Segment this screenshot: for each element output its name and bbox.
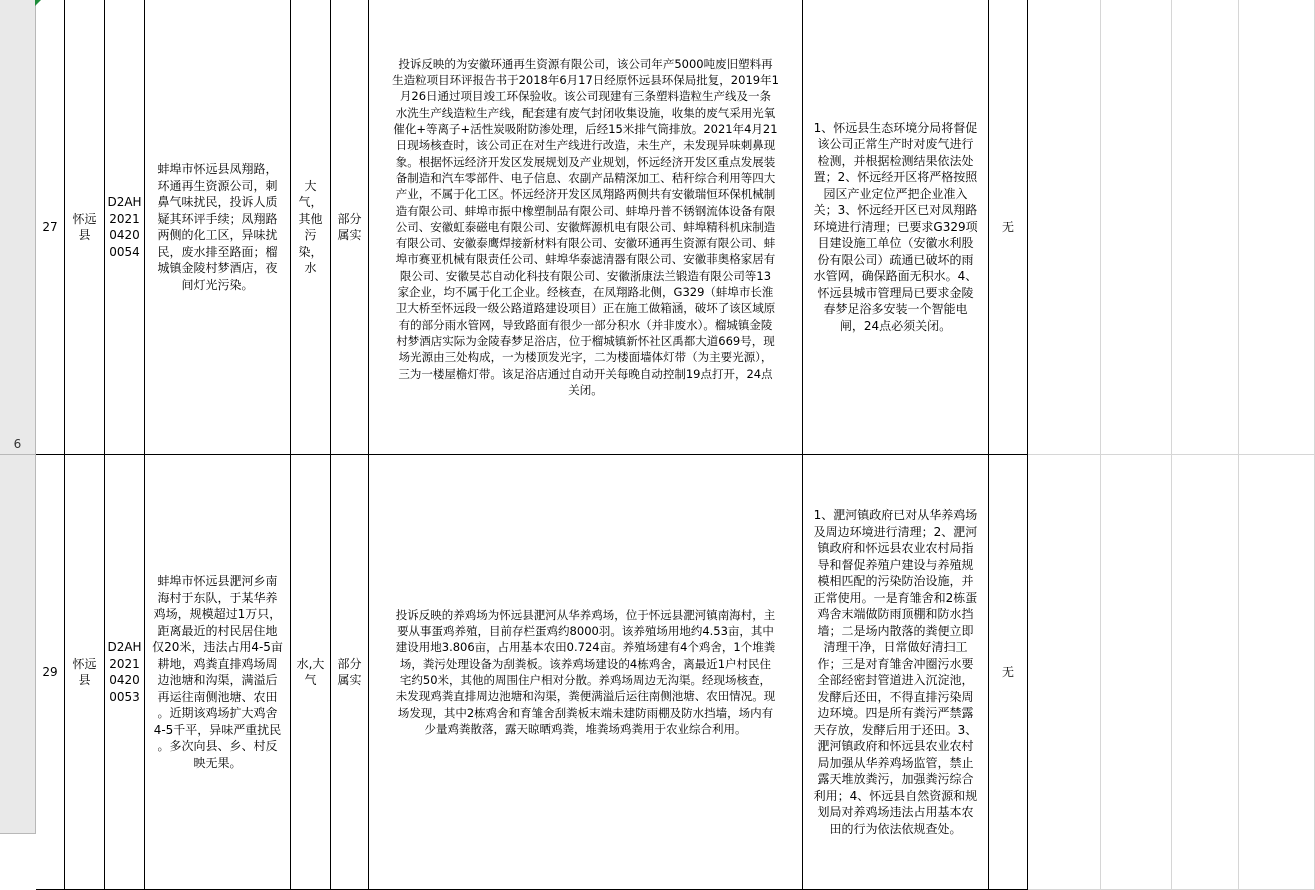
measures-cell[interactable]: 1、淝河镇政府已对从华养鸡场 及周边环境进行清理；2、淝河 镇政府和怀远县农业农村局指 导和督促养殖户建设与养殖规 模相匹配的污染防治设施，并 正常使用。一是育雏舍和2栋蛋 鸡舍末端做防雨顶棚和防水挡 墙；二是场内散落的粪便立即 清理干净，日常做好清扫工 作；三是对育雏舍冲圈污水要 全部经密封管道进入沉淀池， 发酵后还田，不得直排污染周 边环境。四是所有粪污严禁露 天存放，发酵后用于还田。3、 淝河镇政府和怀远县农业农村 局加强从华养鸡场监管，禁止 露天堆放粪污，加强粪污综合 利用；4、怀远县自然资源和规 划局对养鸡场违法占用基本农 田的行为依法依规查处。 bbox=[803, 455, 989, 890]
verdict-cell[interactable]: 部分 属实 bbox=[331, 455, 369, 890]
complaint-cell[interactable]: 蚌埠市怀远县淝河乡南 海村于东队，于某华养 鸡场，规模超过1万只， 距离最近的村民居住地 仅20米，违法占用4-5亩 耕地，鸡粪直排鸡场周 边池塘和沟渠，满溢后 再运往南侧池塘、农田 。近期该鸡场扩大鸡舍 4-5千平，异味严重扰民 。多次向县、乡、村反 映无果。 bbox=[145, 455, 291, 890]
seq-cell[interactable]: 27 bbox=[36, 0, 65, 455]
empty-cell[interactable] bbox=[1028, 0, 1101, 455]
accountability-cell[interactable]: 无 bbox=[989, 455, 1028, 890]
empty-cell[interactable] bbox=[1172, 455, 1239, 890]
pollution-type-cell[interactable]: 水,大 气 bbox=[291, 455, 331, 890]
accountability-cell[interactable]: 无 bbox=[989, 0, 1028, 455]
seq-cell[interactable]: 29 bbox=[36, 455, 65, 890]
row-header-6[interactable]: 6 bbox=[0, 0, 36, 455]
empty-cell[interactable] bbox=[1239, 0, 1315, 455]
pollution-type-cell[interactable]: 大气， 其他 污染， 水 bbox=[291, 0, 331, 455]
empty-cell[interactable] bbox=[1101, 455, 1172, 890]
county-cell[interactable]: 怀远 县 bbox=[65, 455, 105, 890]
empty-cell[interactable] bbox=[1239, 455, 1315, 890]
row-header[interactable] bbox=[0, 455, 36, 834]
measures-cell[interactable]: 1、怀远县生态环境分局将督促 该公司正常生产时对废气进行 检测，并根据检测结果依法处 置；2、怀远经开区将严格按照 园区产业定位严把企业准入 关；3、怀远经开区已对凤翔路 环境进行清理；已要求G329项 目建设施工单位（安徽水利股 份有限公司）疏通已破坏的雨 水管网，确保路面无积水。4、 怀远县城市管理局已要求金陵 春梦足浴多安装一个智能电 闸，24点必须关闭。 bbox=[803, 0, 989, 455]
empty-cell[interactable] bbox=[1172, 0, 1239, 455]
complaint-cell[interactable]: 蚌埠市怀远县凤翔路， 环通再生资源公司，刺 鼻气味扰民，投诉人质 疑其环评手续；凤翔路 两侧的化工区，异味扰 民，废水排至路面；榴 城镇金陵村梦酒店，夜 间灯光污染。 bbox=[145, 0, 291, 455]
case-id-cell[interactable]: D2AH 2021 0420 0053 bbox=[105, 455, 145, 890]
empty-cell[interactable] bbox=[1101, 0, 1172, 455]
county-cell[interactable]: 怀远 县 bbox=[65, 0, 105, 455]
verdict-cell[interactable]: 部分 属实 bbox=[331, 0, 369, 455]
investigation-cell[interactable]: 投诉反映的为安徽环通再生资源有限公司，该公司年产5000吨废旧塑料再 生造粒项目环评报告书于2018年6月17日经原怀远县环保局批复，2019年1 月26日通过项目竣工环保验收。该公司现建有三条塑料造粒生产线及一条 水洗生产线造粒生产线，配套建有废气封闭收集设施，收集的废气采用光氧 催化+等离子+活性炭吸附防渗处理，后经15米排气筒排放。2021年4月21 日现场核查时，该公司正在对生产线进行改造，未生产，未发现异味刺鼻现 象。根据怀远经济开发区发展规划及产业规划，怀远经济开发区重点发展装 备制造和汽车零部件、电子信息、农副产品精深加工、秸秆综合利用等四大 产业，不属于化工区。怀远经济开发区凤翔路两侧共有安徽瑞恒环保机械制 造有限公司、蚌埠市振中橡塑制品有限公司、蚌埠丹普不锈钢流体设备有限 公司、安徽虹泰磁电有限公司、安徽辉源机电有限公司、蚌埠精科机床制造 有限公司、安徽泰鹰焊接新材料有限公司、安徽环通再生资源有限公司、蚌 埠市赛亚机械有限责任公司、蚌埠华泰滤清器有限公司、安徽菲奥格家居有 限公司、安徽昊芯自动化科技有限公司、安徽浙康法兰锻造有限公司等13 家企业，均不属于化工企业。经核查，在凤翔路北侧，G329（蚌埠市长淮 卫大桥至怀远段一级公路道路建设项目）正在施工做箱涵，破坏了该区域原 有的部分雨水管网，导致路面有很少一部分积水（并非废水）。榴城镇金陵 村梦酒店实际为金陵春梦足浴店，位于榴城镇新怀社区禹都大道669号，现 场光源由三处构成，一为楼顶发光字，二为楼面墙体灯带（为主要光源）， 三为一楼屋檐灯带。该足浴店通过自动开关每晚自动控制19点打开，24点 关闭。 bbox=[369, 0, 803, 455]
empty-cell[interactable] bbox=[1028, 455, 1101, 890]
investigation-cell[interactable]: 投诉反映的养鸡场为怀远县淝河从华养鸡场，位于怀远县淝河镇南海村，主 要从事蛋鸡养殖，目前存栏蛋鸡约8000羽。该养殖场用地约4.53亩，其中 建设用地3.806亩，占用基本农田0.724亩。养殖场建有4个鸡舍，1个堆粪 场，粪污处理设备为刮粪板。该养鸡场建设的4栋鸡舍，离最近1户村民住 宅约50米，其他的周围住户相对分散。养鸡场周边无沟渠。经现场核查， 未发现鸡粪直排周边池塘和沟渠，粪便满溢后运往南侧池塘、农田情况。现 场发现，其中2栋鸡舍和育雏舍刮粪板末端未建防雨棚及防水挡墙，场内有 少量鸡粪散落，露天晾晒鸡粪，堆粪场鸡粪用于农业综合利用。 bbox=[369, 455, 803, 890]
case-id-cell[interactable]: D2AH 2021 0420 0054 bbox=[105, 0, 145, 455]
